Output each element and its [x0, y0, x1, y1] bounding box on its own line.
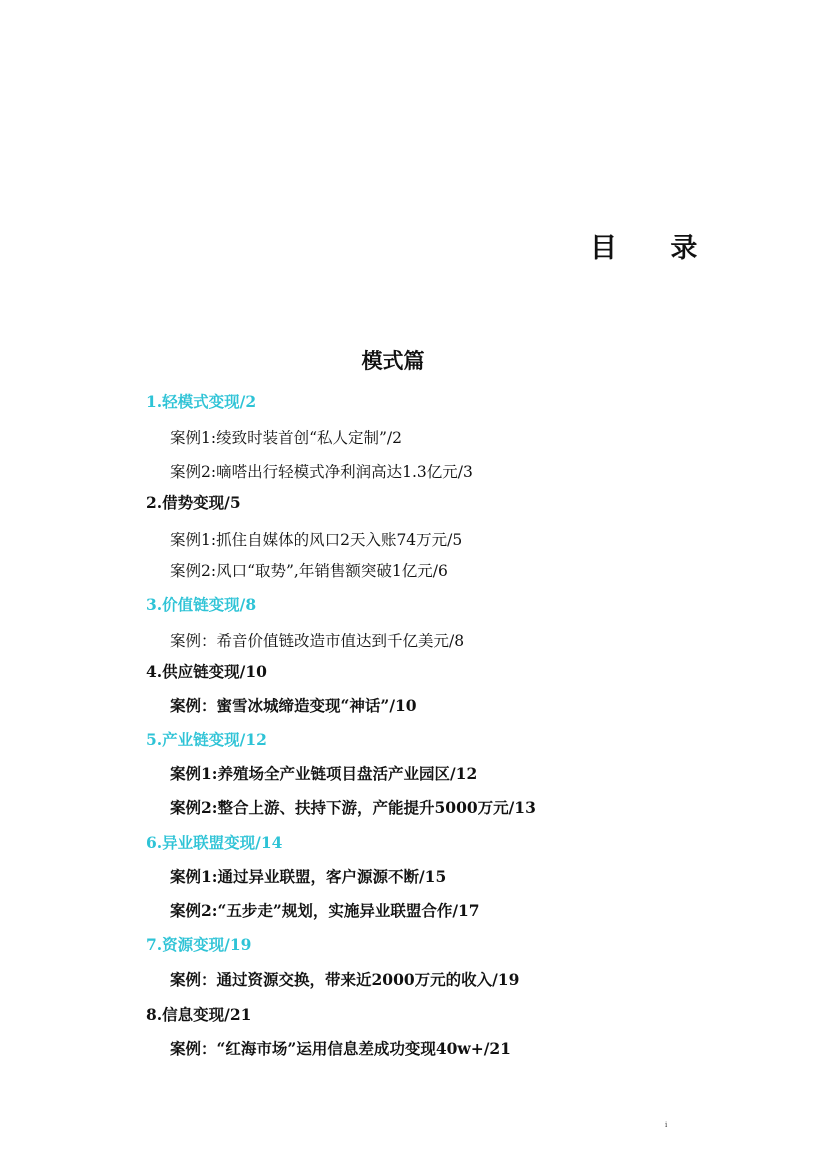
- section-title: 模式篇: [361, 349, 425, 373]
- toc-case-5-1[interactable]: 案例1:养殖场全产业链项目盘活产业园区/12: [170, 764, 478, 783]
- toc-chapter-7[interactable]: 7.资源变现/19: [146, 935, 252, 954]
- toc-case-2-1[interactable]: 案例1:抓住自媒体的风口2天入账74万元/5: [170, 531, 463, 549]
- toc-case-1-1[interactable]: 案例1:绫致时装首创“私人定制”/2: [170, 429, 403, 447]
- toc-case-8-1[interactable]: 案例：“红海市场”运用信息差成功变现40w+/21: [170, 1039, 511, 1058]
- toc-chapter-5[interactable]: 5.产业链变现/12: [146, 730, 267, 749]
- toc-chapter-6[interactable]: 6.异业联盟变现/14: [146, 833, 283, 852]
- toc-case-6-2[interactable]: 案例2:“五步走”规划，实施异业联盟合作/17: [170, 901, 480, 920]
- page-title: 目 录: [590, 233, 720, 264]
- toc-chapter-2[interactable]: 2.借势变现/5: [146, 493, 241, 512]
- toc-chapter-8[interactable]: 8.信息变现/21: [146, 1005, 252, 1024]
- toc-case-2-2[interactable]: 案例2:风口“取势”,年销售额突破1亿元/6: [170, 562, 448, 580]
- toc-case-3-1[interactable]: 案例：希音价值链改造市值达到千亿美元/8: [170, 632, 465, 650]
- toc-case-5-2[interactable]: 案例2:整合上游、扶持下游，产能提升5000万元/13: [170, 798, 536, 817]
- toc-case-1-2[interactable]: 案例2:嘀嗒出行轻模式净利润高达1.3亿元/3: [170, 463, 473, 481]
- toc-case-6-1[interactable]: 案例1:通过异业联盟，客户源源不断/15: [170, 867, 447, 886]
- toc-case-7-1[interactable]: 案例：通过资源交换，带来近2000万元的收入/19: [170, 970, 520, 989]
- toc-chapter-1[interactable]: 1.轻模式变现/2: [146, 392, 257, 411]
- toc-case-4-1[interactable]: 案例：蜜雪冰城缔造变现“神话”/10: [170, 696, 417, 715]
- page-number: i: [665, 1121, 668, 1129]
- toc-chapter-4[interactable]: 4.供应链变现/10: [146, 662, 267, 681]
- toc-chapter-3[interactable]: 3.价值链变现/8: [146, 595, 257, 614]
